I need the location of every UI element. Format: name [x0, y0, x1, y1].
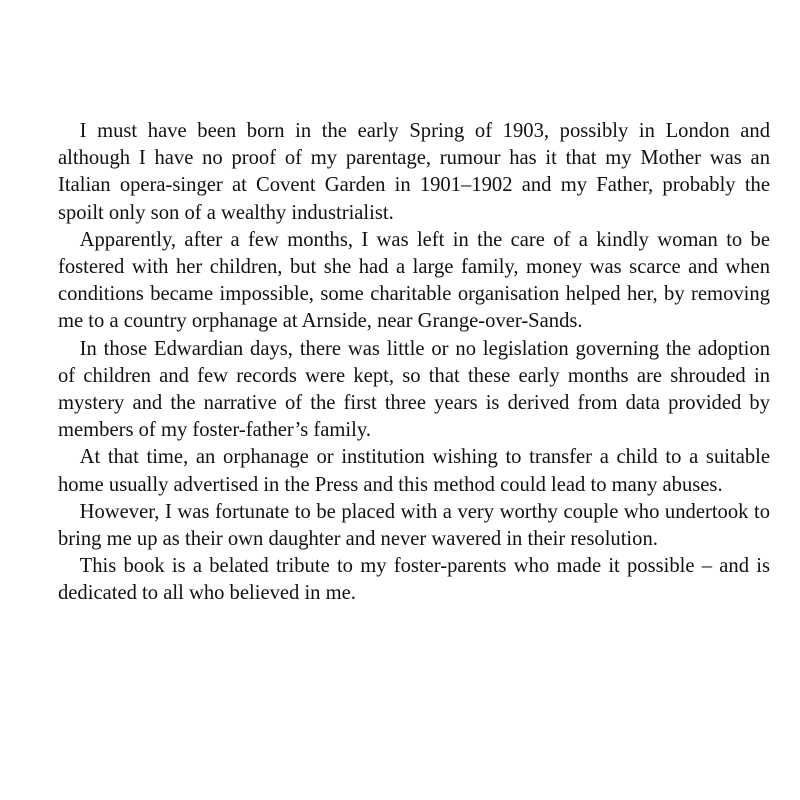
body-text	[58, 118, 770, 608]
paragraph-orphanage-transfer: At that time, an orphanage or institution wishing to transfer a child to a suitable home usually advertised in the Press and this method could lead to many abuses.	[58, 446, 770, 496]
paragraph-worthy-couple: However, I was fortunate to be placed with a very worthy couple who undertook to bring me up as their own daughter and never wavered in their resolution.	[58, 500, 770, 551]
paragraph-dedication: This book is a belated tribute to my foster-parents who made it possible – and is dedicated to all who believed in me.	[58, 555, 770, 605]
paragraph-edwardian-days: In those Edwardian days, there was little or no legislation governing the adoption of children and few records were kept, so that these early months are shrouded in mystery and the narrative of the first three years is derived from data provided by members of my foster-father’s family.	[58, 337, 770, 442]
paragraph-birth: I must have been born in the early Spring of 1903, possibly in London and although I have no proof of my parentage, rumour has it that my Mother was an Italian opera-singer at Covent Garden in 1901–1902 and my Father, probably the spoilt only son of a wealthy industrialist.	[58, 120, 770, 224]
paragraph-fostering: Apparently, after a few months, I was left in the care of a kindly woman to be fostered with her children, but she had a large family, money was scarce and when conditions became impossible, some charitable organisation helped her, by removing me to a country orphanage at Arnside, near Grange-over-Sands.	[58, 228, 770, 333]
